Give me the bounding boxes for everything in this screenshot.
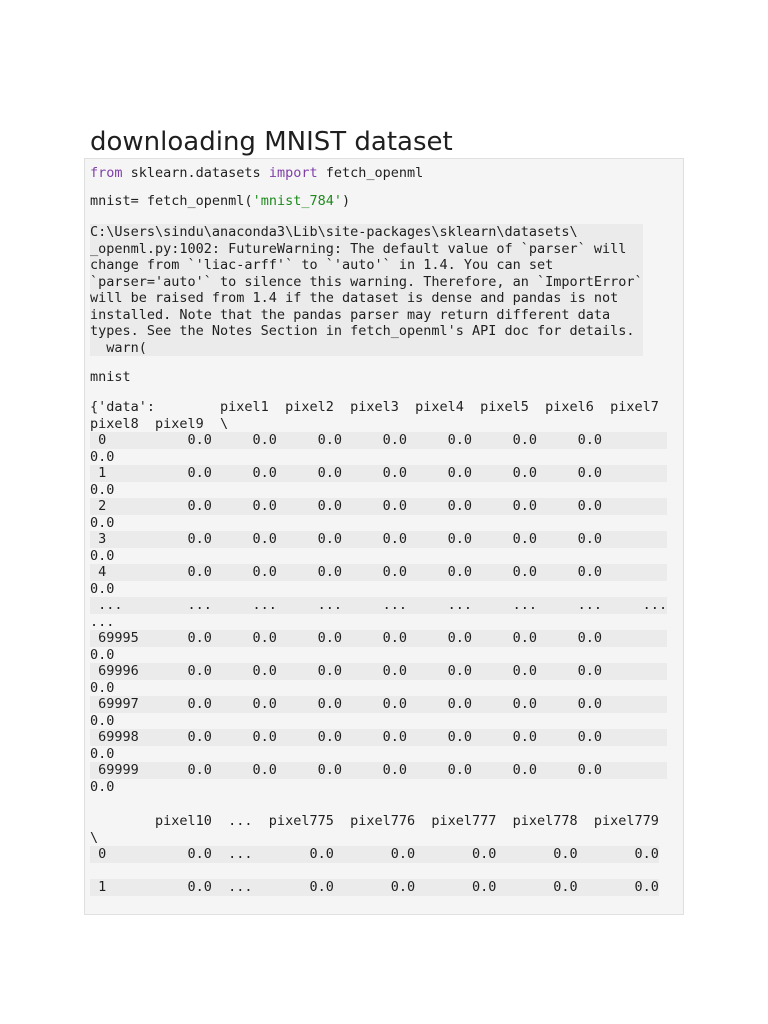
- output-line: {'data': pixel1 pixel2 pixel3 pixel4 pixel5 pixel6 pixel7: [90, 399, 659, 415]
- function-name: fetch_openml: [317, 165, 424, 181]
- dataframe-output: [90, 399, 667, 795]
- keyword-from: from: [90, 165, 123, 181]
- warning-line: `parser='auto'` to silence this warning. Therefore, an `ImportError`: [90, 273, 643, 290]
- output-line: 0 0.0 0.0 0.0 0.0 0.0 0.0 0.0: [90, 432, 667, 449]
- output-line: ... ... ... ... ... ... ... ... ...: [90, 597, 668, 613]
- dataframe-output-continued: [90, 813, 659, 896]
- warning-line: types. See the Notes Section in fetch_openml's API doc for details.: [90, 323, 643, 340]
- warning-line: warn(: [90, 340, 643, 357]
- output-line: 0.0: [90, 580, 115, 597]
- output-line: [90, 863, 659, 880]
- output-line: 0.0: [90, 745, 115, 762]
- output-line: 69998 0.0 0.0 0.0 0.0 0.0 0.0 0.0: [90, 729, 667, 746]
- output-line: pixel8 pixel9 \: [90, 415, 229, 432]
- warning-line: C:\Users\sindu\anaconda3\Lib\site-packages\sklearn\datasets\: [90, 224, 643, 241]
- output-line: 69999 0.0 0.0 0.0 0.0 0.0 0.0 0.0: [90, 762, 667, 779]
- output-line: 69997 0.0 0.0 0.0 0.0 0.0 0.0 0.0: [90, 696, 667, 713]
- code-mnist-line: mnist: [90, 369, 131, 385]
- output-line: 0.0: [90, 712, 115, 729]
- keyword-import: import: [268, 165, 318, 181]
- output-line: 0.0: [90, 679, 115, 696]
- code-fetch-post: ): [341, 193, 351, 209]
- warning-line: change from `'liac-arff'` to `'auto'` in 1.4. You can set: [90, 257, 643, 274]
- output-line: 69995 0.0 0.0 0.0 0.0 0.0 0.0 0.0: [90, 630, 667, 647]
- output-line: pixel10 ... pixel775 pixel776 pixel777 pixel778 pixel779: [90, 813, 659, 829]
- output-line: 1 0.0 ... 0.0 0.0 0.0 0.0 0.0: [90, 879, 659, 895]
- output-line: 0.0: [90, 778, 115, 795]
- output-line: 0.0: [90, 547, 115, 564]
- output-line: 0.0: [90, 481, 115, 498]
- code-fetch-pre: mnist= fetch_openml(: [90, 193, 253, 209]
- output-line: 3 0.0 0.0 0.0 0.0 0.0 0.0 0.0: [90, 531, 667, 548]
- code-fetch-line: [90, 193, 350, 209]
- output-line: 4 0.0 0.0 0.0 0.0 0.0 0.0 0.0: [90, 564, 667, 581]
- dataset-string: 'mnist_784': [252, 193, 342, 209]
- output-line: \: [90, 829, 99, 846]
- output-line: 69996 0.0 0.0 0.0 0.0 0.0 0.0 0.0: [90, 663, 667, 680]
- output-line: 0.0: [90, 646, 115, 663]
- output-line: 1 0.0 0.0 0.0 0.0 0.0 0.0 0.0: [90, 465, 667, 482]
- output-line: 0.0: [90, 448, 115, 465]
- warning-line: installed. Note that the pandas parser may return different data: [90, 307, 643, 324]
- output-line: 0.0: [90, 514, 115, 531]
- output-line: 0 0.0 ... 0.0 0.0 0.0 0.0 0.0: [90, 846, 659, 862]
- output-line: ...: [90, 613, 115, 630]
- code-import-line: [90, 165, 423, 181]
- warning-line: _openml.py:1002: FutureWarning: The default value of `parser` will: [90, 241, 643, 258]
- output-line: 2 0.0 0.0 0.0 0.0 0.0 0.0 0.0: [90, 498, 667, 515]
- module-name: sklearn.datasets: [122, 165, 269, 181]
- warning-output: [90, 224, 643, 356]
- page-title: downloading MNIST dataset: [90, 127, 453, 157]
- warning-line: will be raised from 1.4 if the dataset is dense and pandas is not: [90, 290, 643, 307]
